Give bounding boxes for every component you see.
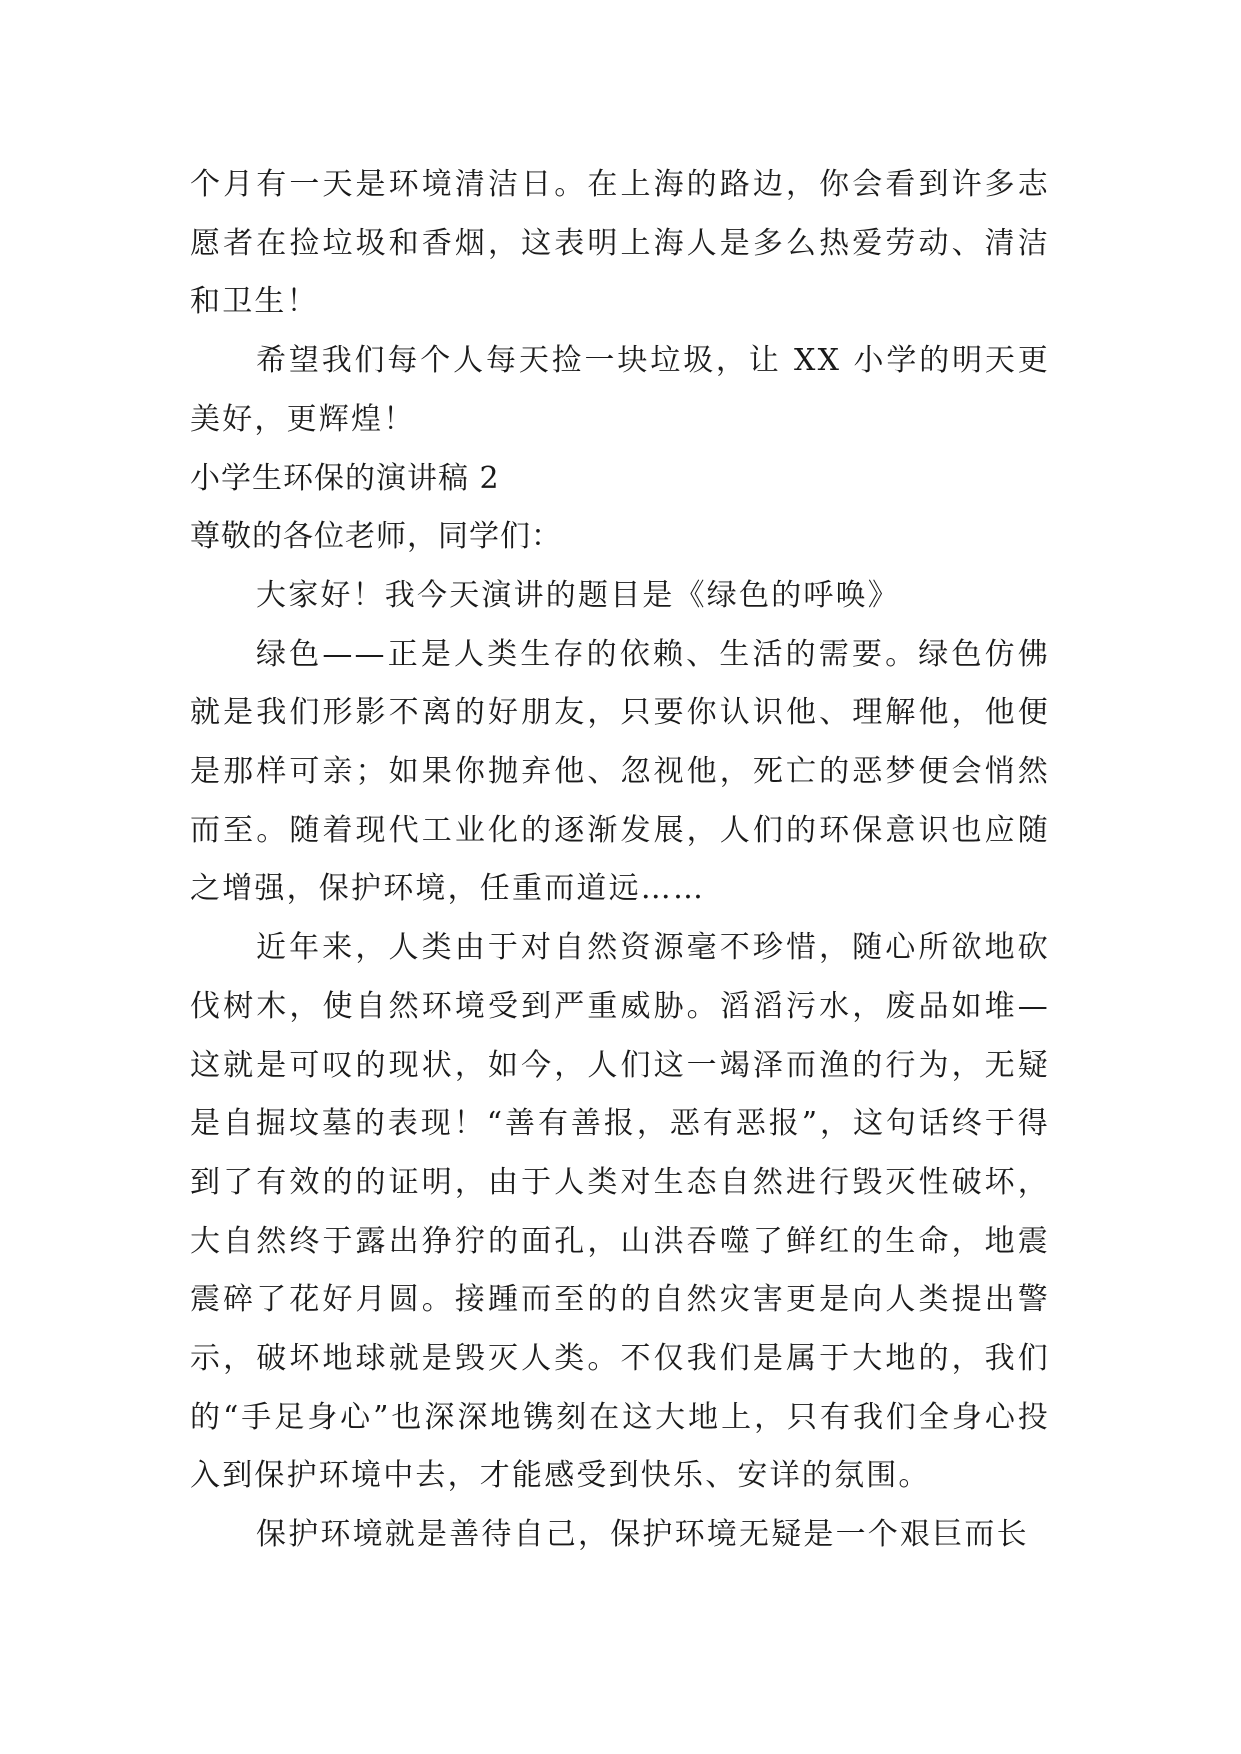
paragraph-continuation: 个月有一天是环境清洁日。在上海的路边，你会看到许多志愿者在捡垃圾和香烟，这表明上海人是多么热爱劳动、清洁和卫生！ bbox=[190, 167, 1050, 320]
paragraph-protect: 保护环境就是善待自己，保护环境无疑是一个艰巨而长 bbox=[256, 1517, 1029, 1553]
section-title: 小学生环保的演讲稿 2 bbox=[190, 460, 500, 496]
paragraph-greeting: 大家好！我今天演讲的题目是《绿色的呼唤》 bbox=[256, 577, 900, 613]
document-body bbox=[190, 156, 1050, 1565]
paragraph-recent-years: 近年来，人类由于对自然资源毫不珍惜，随心所欲地砍伐树木，使自然环境受到严重威胁。滔滔污水，废品如堆—这就是可叹的现状，如今，人们这一竭泽而渔的行为，无疑是自掘坟墓的表现！“善有善报，恶有恶报”，这句话终于得到了有效的的证明，由于人类对生态自然进行毁灭性破坏，大自然终于露出狰狞的面孔，山洪吞噬了鲜红的生命，地震震碎了花好月圆。接踵而至的的自然灾害更是向人类提出警示，破坏地球就是毁灭人类。不仅我们是属于大地的，我们的“手足身心”也深深地镌刻在这大地上，只有我们全身心投入到保护环境中去，才能感受到快乐、安详的氛围。 bbox=[190, 930, 1050, 1494]
salutation: 尊敬的各位老师，同学们： bbox=[190, 519, 562, 555]
paragraph-green: 绿色——正是人类生存的依赖、生活的需要。绿色仿佛就是我们形影不离的好朋友，只要你认识他、理解他，他便是那样可亲；如果你抛弃他、忽视他，死亡的恶梦便会悄然而至。随着现代工业化的逐渐发展，人们的环保意识也应随之增强，保护环境，任重而道远…… bbox=[190, 636, 1050, 907]
paragraph-wish: 希望我们每个人每天捡一块垃圾，让 XX 小学的明天更美好，更辉煌！ bbox=[190, 343, 1050, 437]
